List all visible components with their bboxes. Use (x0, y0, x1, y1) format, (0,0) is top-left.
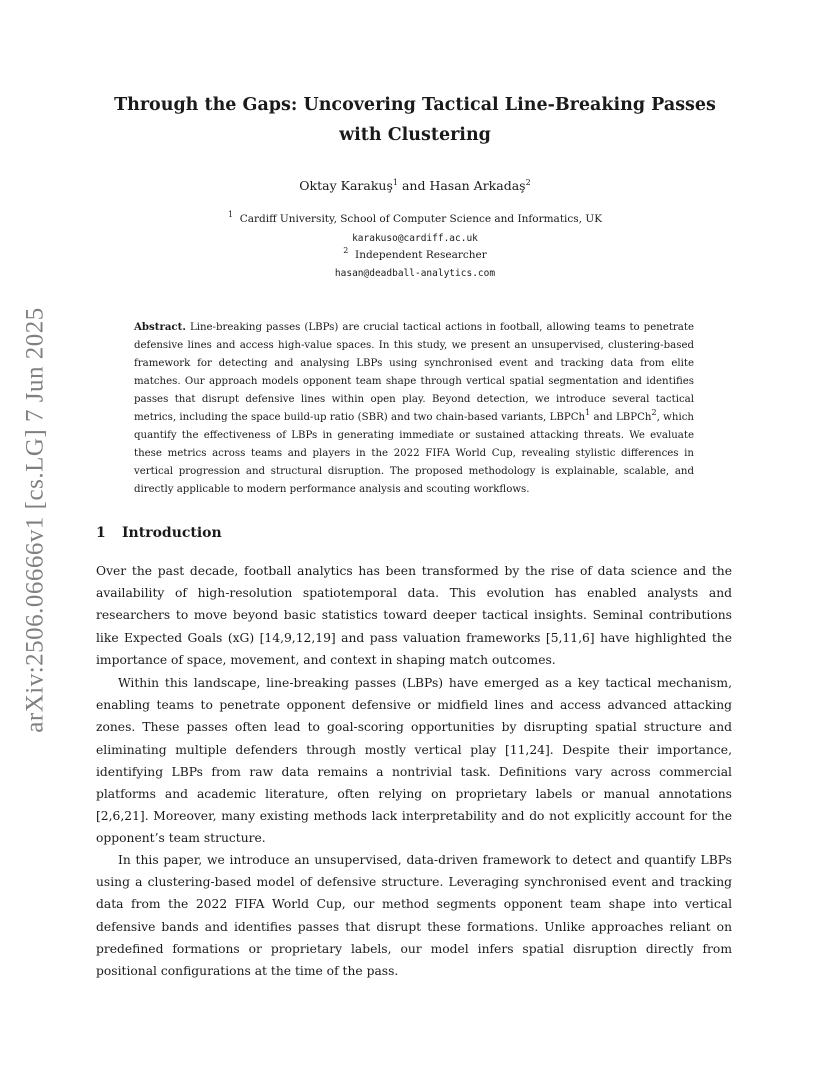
abstract-sup-1: 1 (585, 408, 591, 417)
affiliation-2-mark: 2 (343, 246, 349, 255)
author-2-mark: 2 (525, 178, 531, 187)
paragraph-2: Within this landscape, line-breaking passes (LBPs) have emerged as a key tactical mechanism, enabling teams to penetrate opponent defensive or midfield lines and access advanced attacking zones. These passes often lead to goal-scoring opportunities by disrupting spatial structure and eliminating multiple defenders through mostly vertical play [11,24]. Despite their importance, identifying LBPs from raw data remains a nontrivial task. Definitions vary across commercial platforms and academic literature, often relying on proprietary labels or manual annotations [2,6,21]. Moreover, many existing methods lack interpretability and do not explicitly account for the opponent’s team structure. (96, 676, 732, 846)
section-heading (96, 525, 222, 541)
affiliation-1-mark: 1 (227, 210, 234, 219)
arxiv-sidebar-stamp (21, 305, 51, 735)
affiliation-2 (90, 246, 740, 261)
paragraph-3: In this paper, we introduce an unsupervised, data-driven framework to detect and quantify LBPs using a clustering-based model of defensive structure. Leveraging synchronised event and tracking data from the 2022 FIFA World Cup, our method segments opponent team shape into vertical defensive bands and identifies passes that disrupt these formations. Unlike approaches reliant on predefined formations or proprietary labels, our model infers spatial disruption directly from positional configurations at the time of the pass. (96, 853, 732, 979)
author-2: Hasan Arkadaş (429, 178, 526, 193)
abstract-sup-2: 2 (651, 408, 657, 417)
author-1-mark: 1 (392, 178, 398, 187)
author-joiner: and (397, 178, 430, 193)
affiliation-1-text: Cardiff University, School of Computer Science and Informatics, UK (239, 213, 603, 225)
abstract-label: Abstract. (134, 321, 186, 333)
abstract-text-3: , which quantify the effectiveness of LBPs in generating immediate or sustained attacking threats. We evaluate these metrics across teams and players in the 2022 FIFA World Cup, revealing stylistic differences in vertical progression and structural disruption. The proposed methodology is explainable, scalable, and directly applicable to modern performance analysis and scouting workflows. (134, 412, 694, 495)
affiliation-2-email[interactable]: hasan@deadball-analytics.com (334, 268, 496, 279)
paragraph-1: Over the past decade, football analytics has been transformed by the rise of data science and the availability of high-resolution spatiotemporal data. This evolution has enabled analysts and researchers to move beyond basic statistics toward deeper tactical insights. Seminal contributions like Expected Goals (xG) [14,9,12,19] and pass valuation frameworks [5,11,6] have highlighted the importance of space, movement, and context in shaping match outcomes. (96, 564, 732, 667)
author-line (90, 178, 740, 193)
abstract-text-2: and LBPCh (590, 412, 652, 423)
affiliation-1-email[interactable]: karakuso@cardiff.ac.uk (352, 233, 478, 244)
affiliation-2-text: Independent Researcher (355, 249, 487, 261)
abstract-text-1: Line-breaking passes (LBPs) are crucial tactical actions in football, allowing teams to penetrate defensive lines and access high-value spaces. In this study, we present an unsupervised, clustering-based framework for detecting and analysing LBPs using synchronised event and tracking data from elite matches. Our approach models opponent team shape through vertical spatial segmentation and identifies passes that disrupt defensive lines within open play. Beyond detection, we introduce several tactical metrics, including the space build-up ratio (SBR) and two chain-based variants, LBPCh (134, 322, 694, 423)
section-title: Introduction (122, 525, 222, 541)
paper-title: Through the Gaps: Uncovering Tactical Line-Breaking Passes with Clustering (114, 95, 716, 145)
arxiv-id: arXiv:2506.06666v1 [cs.LG] 7 Jun 2025 (22, 307, 49, 733)
affiliation-1 (90, 210, 740, 225)
author-1: Oktay Karakuş (299, 178, 393, 193)
section-number: 1 (96, 525, 106, 541)
abstract (134, 318, 694, 499)
